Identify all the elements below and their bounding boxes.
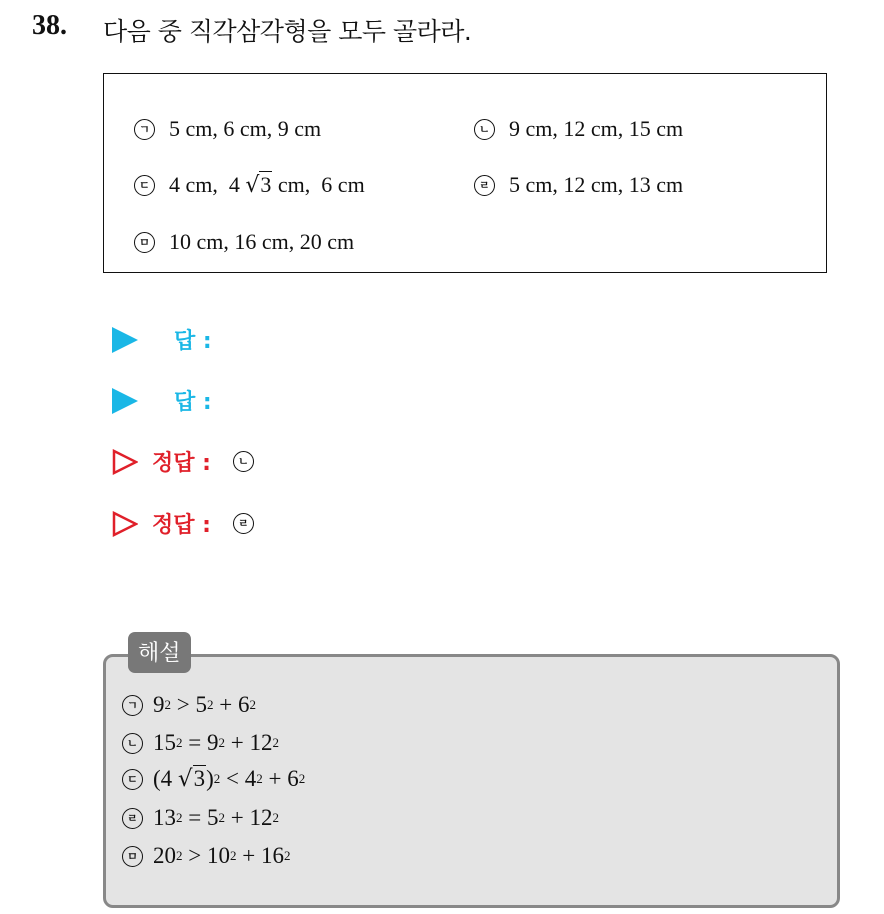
- sqrt-expression: [178, 766, 206, 792]
- radical-sign-icon: √: [177, 766, 193, 792]
- operator: =: [182, 805, 207, 830]
- operator: <: [220, 766, 245, 791]
- option-d: [474, 172, 683, 198]
- options-box: [103, 73, 827, 273]
- correct-answer-label: 정답 :: [152, 513, 211, 538]
- term: (4: [153, 766, 178, 791]
- operator: >: [171, 692, 196, 717]
- explanation-title: 해설: [128, 632, 191, 673]
- term: 6: [237, 692, 250, 717]
- circled-digeut-icon: ㄷ: [134, 175, 155, 196]
- term: 12: [249, 730, 273, 755]
- explanation-line-b: ㄴ 15 2 = 9 2 + 12 2: [122, 730, 279, 756]
- operator: >: [182, 843, 207, 868]
- question-text: 다음 중 직각삼각형을 모두 골라라.: [103, 17, 472, 46]
- option-text-pre: 4 cm, 4: [169, 172, 246, 197]
- option-a: [134, 116, 321, 142]
- correct-answer-2: [112, 508, 268, 539]
- circled-giyeok-icon: ㄱ: [134, 119, 155, 140]
- term: 6: [287, 766, 299, 791]
- circled-mieum-icon: ㅁ: [122, 846, 143, 867]
- operator: +: [213, 692, 238, 717]
- term: 10: [206, 843, 230, 868]
- play-arrow-icon: [112, 327, 138, 353]
- term: 16: [260, 843, 284, 868]
- option-e: [134, 229, 354, 255]
- option-text-post: cm, 6 cm: [272, 172, 365, 197]
- circled-nieun-icon: ㄴ: [474, 119, 495, 140]
- circled-nieun-icon: ㄴ: [233, 451, 254, 472]
- radicand: 3: [260, 172, 272, 197]
- operator: =: [182, 730, 207, 755]
- operator: +: [224, 730, 250, 755]
- term: 12: [249, 805, 273, 830]
- answer-blank-2[interactable]: [112, 385, 212, 416]
- circled-rieul-icon: ㄹ: [474, 175, 495, 196]
- circled-giyeok-icon: ㄱ: [122, 695, 143, 716]
- radicand: 3: [193, 766, 206, 791]
- radical-sign-icon: √: [245, 173, 260, 198]
- option-text: 10 cm, 16 cm, 20 cm: [169, 229, 355, 254]
- operator: +: [224, 805, 250, 830]
- circled-nieun-icon: ㄴ: [122, 733, 143, 754]
- term: 15: [153, 730, 176, 755]
- answer-label: 답 :: [174, 390, 212, 415]
- term: 5: [206, 805, 219, 830]
- outline-arrow-icon: [112, 511, 138, 537]
- circled-mieum-icon: ㅁ: [134, 232, 155, 253]
- operator: +: [262, 766, 288, 791]
- explanation-line-e: ㅁ 20 2 > 10 2 + 16 2: [122, 843, 290, 869]
- term: 5: [195, 692, 207, 717]
- explanation-line-a: ㄱ 9 2 > 5 2 + 6 2: [122, 692, 256, 718]
- option-b: [474, 116, 683, 142]
- option-text: 5 cm, 12 cm, 13 cm: [509, 172, 684, 197]
- explanation-line-d: ㄹ 13 2 = 5 2 + 12 2: [122, 805, 279, 831]
- sqrt-expression: [245, 172, 272, 198]
- outline-arrow-icon: [112, 449, 138, 475]
- circled-rieul-icon: ㄹ: [122, 808, 143, 829]
- correct-answer-1: [112, 446, 268, 477]
- term: 9: [153, 692, 165, 717]
- term: 4: [244, 766, 257, 791]
- option-c: [134, 172, 365, 198]
- option-text: 9 cm, 12 cm, 15 cm: [509, 116, 684, 141]
- term: ): [206, 766, 214, 791]
- answer-blank-1[interactable]: [112, 324, 212, 355]
- question-number: 38.: [32, 10, 67, 41]
- answer-label: 답 :: [174, 329, 212, 354]
- term: 20: [153, 843, 176, 868]
- term: 13: [153, 805, 176, 830]
- option-text: 5 cm, 6 cm, 9 cm: [169, 116, 322, 141]
- circled-rieul-icon: ㄹ: [233, 513, 254, 534]
- explanation-line-c: ㄷ (4 √3 ) 2 < 4 2 + 6 2: [122, 766, 305, 792]
- play-arrow-icon: [112, 388, 138, 414]
- operator: +: [236, 843, 261, 868]
- circled-digeut-icon: ㄷ: [122, 769, 143, 790]
- term: 9: [206, 730, 219, 755]
- correct-answer-label: 정답 :: [152, 451, 211, 476]
